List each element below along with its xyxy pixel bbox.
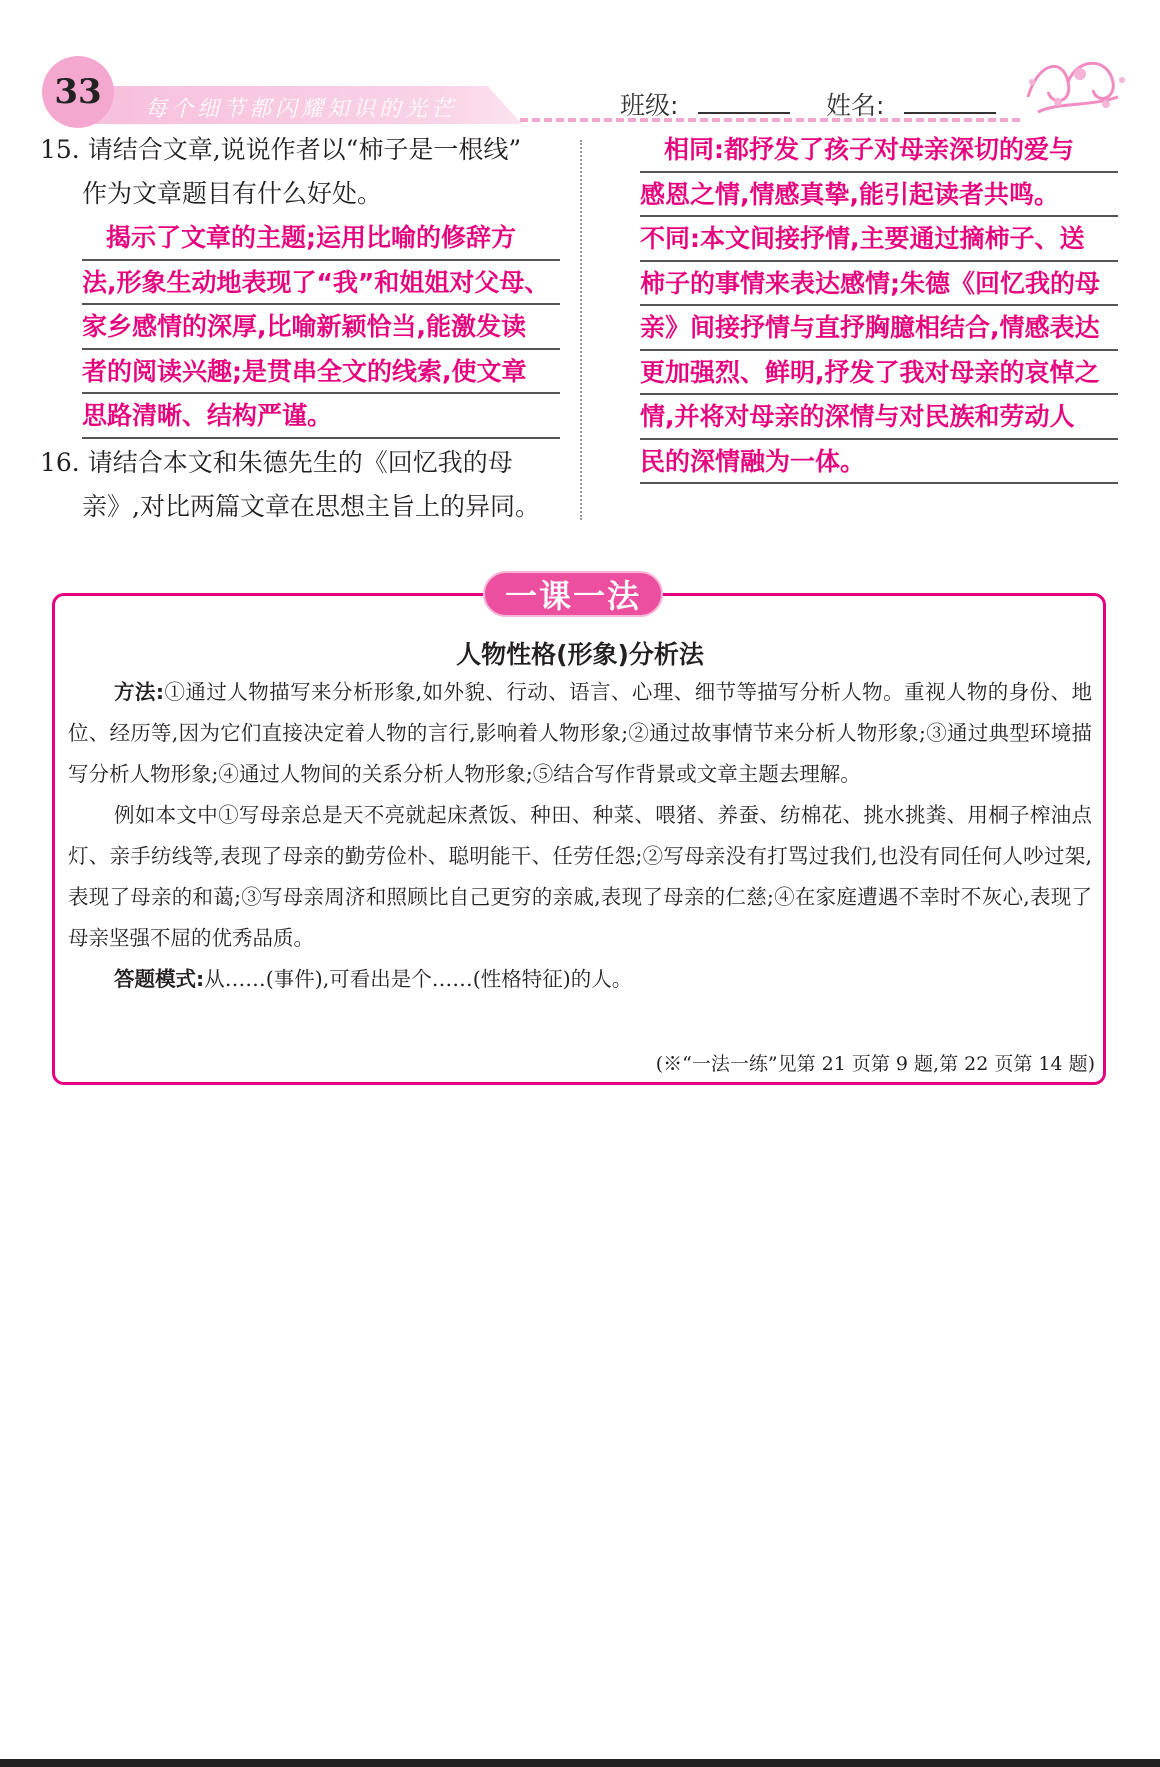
answer-16-line: 相同:都抒发了孩子对母亲深切的爱与 [640,128,1118,173]
question-16 [40,441,540,529]
pattern-text: 从……(事件),可看出是个……(性格特征)的人。 [204,967,633,991]
bottom-bar [0,1759,1160,1767]
method-paragraph [68,672,1092,795]
class-label: 班级: [620,91,679,120]
slogan-text: 每个细节都闪耀知识的光芒 [145,97,458,122]
reference-note: (※“一法一练”见第 21 页第 9 题,第 22 页第 14 题) [655,1053,1095,1075]
question-15-line-1: 15. 请结合文章,说说作者以“柿子是一根线” [40,135,522,164]
answer-16-line: 民的深情融为一体。 [640,440,1118,485]
example-text: 例如本文中①写母亲总是天不亮就起床煮饭、种田、种菜、喂猪、养蚕、纺棉花、挑水挑粪、用桐子榨油点灯、亲手纺线等,表现了母亲的勤劳俭朴、聪明能干、任劳任怨;②写母亲没有打骂过我们,也没有同任何人吵过架,表现了母亲的和蔼;③写母亲周济和照顾比自己更穷的亲戚,表现了母亲的仁慈;④在家庭遭遇不幸时不灰心,表现了母亲坚强不屈的优秀品质。 [68,803,1092,950]
method-body [68,672,1092,1000]
answer-15-line: 家乡感情的深厚,比喻新颖恰当,能激发读 [82,305,560,350]
question-16-line-1: 16. 请结合本文和朱德先生的《回忆我的母 [40,448,513,477]
answer-15-line: 揭示了文章的主题;运用比喻的修辞方 [82,216,560,261]
answer-16-line: 柿子的事情来表达感情;朱德《回忆我的母 [640,262,1118,307]
page-number-badge: 33 [42,56,114,128]
answer-15-line: 法,形象生动地表现了“我”和姐姐对父母、 [82,261,560,306]
answer-15-line: 思路清晰、结构严谨。 [82,394,560,439]
class-blank [698,112,790,114]
name-blank [904,112,996,114]
decorative-flourish-icon [1018,52,1128,122]
method-title: 人物性格(形象)分析法 [456,640,704,669]
header-dashed-rule [520,118,1020,122]
answer-16-line: 亲》间接抒情与直抒胸臆相结合,情感表达 [640,306,1118,351]
method-label: 方法: [114,680,165,704]
answer-16-line: 情,并将对母亲的深情与对民族和劳动人 [640,395,1118,440]
method-text: ①通过人物描写来分析形象,如外貌、行动、语言、心理、细节等描写分析人物。重视人物的身份、地位、经历等,因为它们直接决定着人物的言行,影响着人物形象;②通过故事情节来分析人物形象;③通过典型环境描写分析人物形象;④通过人物间的关系分析人物形象;⑤结合写作背景或文章主题去理解。 [68,680,1092,786]
column-divider [580,140,582,520]
question-15-line-2: 作为文章题目有什么好处。 [82,179,383,208]
answer-16-line: 更加强烈、鲜明,抒发了我对母亲的哀悼之 [640,351,1118,396]
question-16-line-2: 亲》,对比两篇文章在思想主旨上的异同。 [82,492,540,521]
answer-16 [640,128,1118,484]
answer-15-line: 者的阅读兴趣;是贯串全文的线索,使文章 [82,350,560,395]
answer-16-line: 感恩之情,情感真挚,能引起读者共鸣。 [640,173,1118,218]
example-paragraph [68,795,1092,959]
method-badge: 一课一法 [483,571,663,617]
answer-16-line: 不同:本文间接抒情,主要通过摘柿子、送 [640,217,1118,262]
pattern-paragraph [68,959,1092,1000]
name-label: 姓名: [826,91,885,120]
question-15 [40,128,521,216]
pattern-label: 答题模式: [114,967,205,991]
answer-15 [82,216,560,439]
